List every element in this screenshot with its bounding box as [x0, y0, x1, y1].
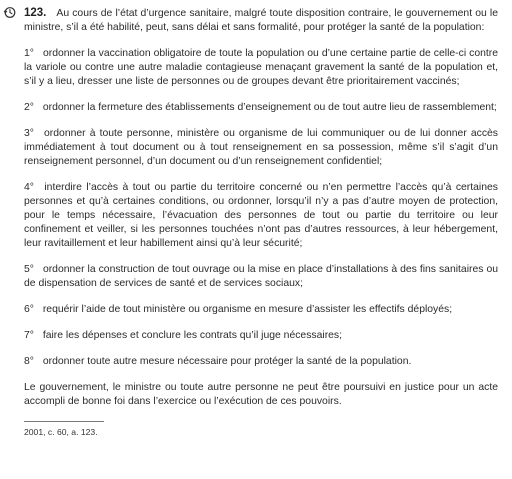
paragraph-number: 2° — [24, 102, 34, 113]
article-intro-text: Au cours de l’état d’urgence sanitaire, malgré toute disposition contraire, le gouvernement ou le ministre, s’il a été habilité, peut, sans délai et sans formalité, pour protéger la santé de la population: — [24, 8, 498, 33]
paragraph-text: ordonner la vaccination obligatoire de toute la population ou d’une certaine partie de celle-ci contre la variole ou contre une autre maladie contagieuse menaçant gravement la santé de la population et, s’il y a lieu, dresser une liste de personnes ou de groupes devant être prioritairement vaccinés; — [24, 48, 499, 87]
paragraph-text: ordonner toute autre mesure nécessaire pour protéger la santé de la population. — [42, 356, 412, 367]
paragraph-number: 1° — [24, 48, 34, 59]
paragraph-text: faire les dépenses et conclure les contrats qu’il juge nécessaires; — [42, 330, 343, 341]
paragraph-7 — [24, 329, 498, 343]
paragraph-text: requérir l’aide de tout ministère ou organisme en mesure d’assister les effectifs déployés; — [42, 304, 453, 315]
paragraph-text: interdire l’accès à tout ou partie du territoire concerné ou n’en permettre l’accès qu’à certaines personnes et qu’à certaines conditions, ou ordonner, lorsqu’il n’y a pas d’autre moyen de protection, pour le temps nécessaire, l’évacuation des personnes de tout ou partie du territoire ou leur confinement et veiller, si les personnes touchées n’ont pas d’autres ressources, à leur hébergement, leur ravitaillement et leur habillement ainsi qu’à leur sécurité; — [24, 182, 498, 249]
paragraph-4 — [24, 181, 498, 251]
article-number: 123. — [24, 7, 47, 19]
paragraph-6 — [24, 303, 498, 317]
paragraph-text: ordonner la fermeture des établissements d’enseignement ou de tout autre lieu de rassemblement; — [42, 102, 497, 113]
history-clock-icon[interactable] — [3, 6, 16, 19]
paragraph-8 — [24, 355, 498, 369]
footnote-divider — [24, 421, 104, 422]
paragraph-1 — [24, 47, 498, 89]
paragraph-number: 8° — [24, 356, 34, 367]
closing-paragraph: Le gouvernement, le ministre ou toute autre personne ne peut être poursuivi en justice pour un acte accompli de bonne foi dans l’exercice ou l’exécution de ces pouvoirs. — [24, 382, 498, 407]
paragraph-3 — [24, 127, 498, 169]
paragraph-5 — [24, 263, 498, 291]
paragraph-number: 4° — [24, 182, 34, 193]
paragraph-number: 5° — [24, 264, 34, 275]
paragraph-number: 3° — [24, 128, 34, 139]
paragraph-number: 7° — [24, 330, 34, 341]
paragraph-number: 6° — [24, 304, 34, 315]
source-citation: 2001, c. 60, a. 123. — [24, 427, 98, 437]
article-intro — [24, 6, 498, 35]
paragraph-text: ordonner à toute personne, ministère ou organisme de lui communiquer ou de lui donner accès immédiatement à tout document ou à tout renseignement en sa possession, même s’il s’agit d’un renseignement personnel, d’un document ou d’un renseignement confidentiel; — [24, 128, 499, 167]
law-article — [24, 6, 498, 438]
paragraph-text: ordonner la construction de tout ouvrage ou la mise en place d’installations à des fins sanitaires ou de dispensation de services de santé et de services sociaux; — [24, 264, 499, 289]
paragraph-2 — [24, 101, 498, 115]
